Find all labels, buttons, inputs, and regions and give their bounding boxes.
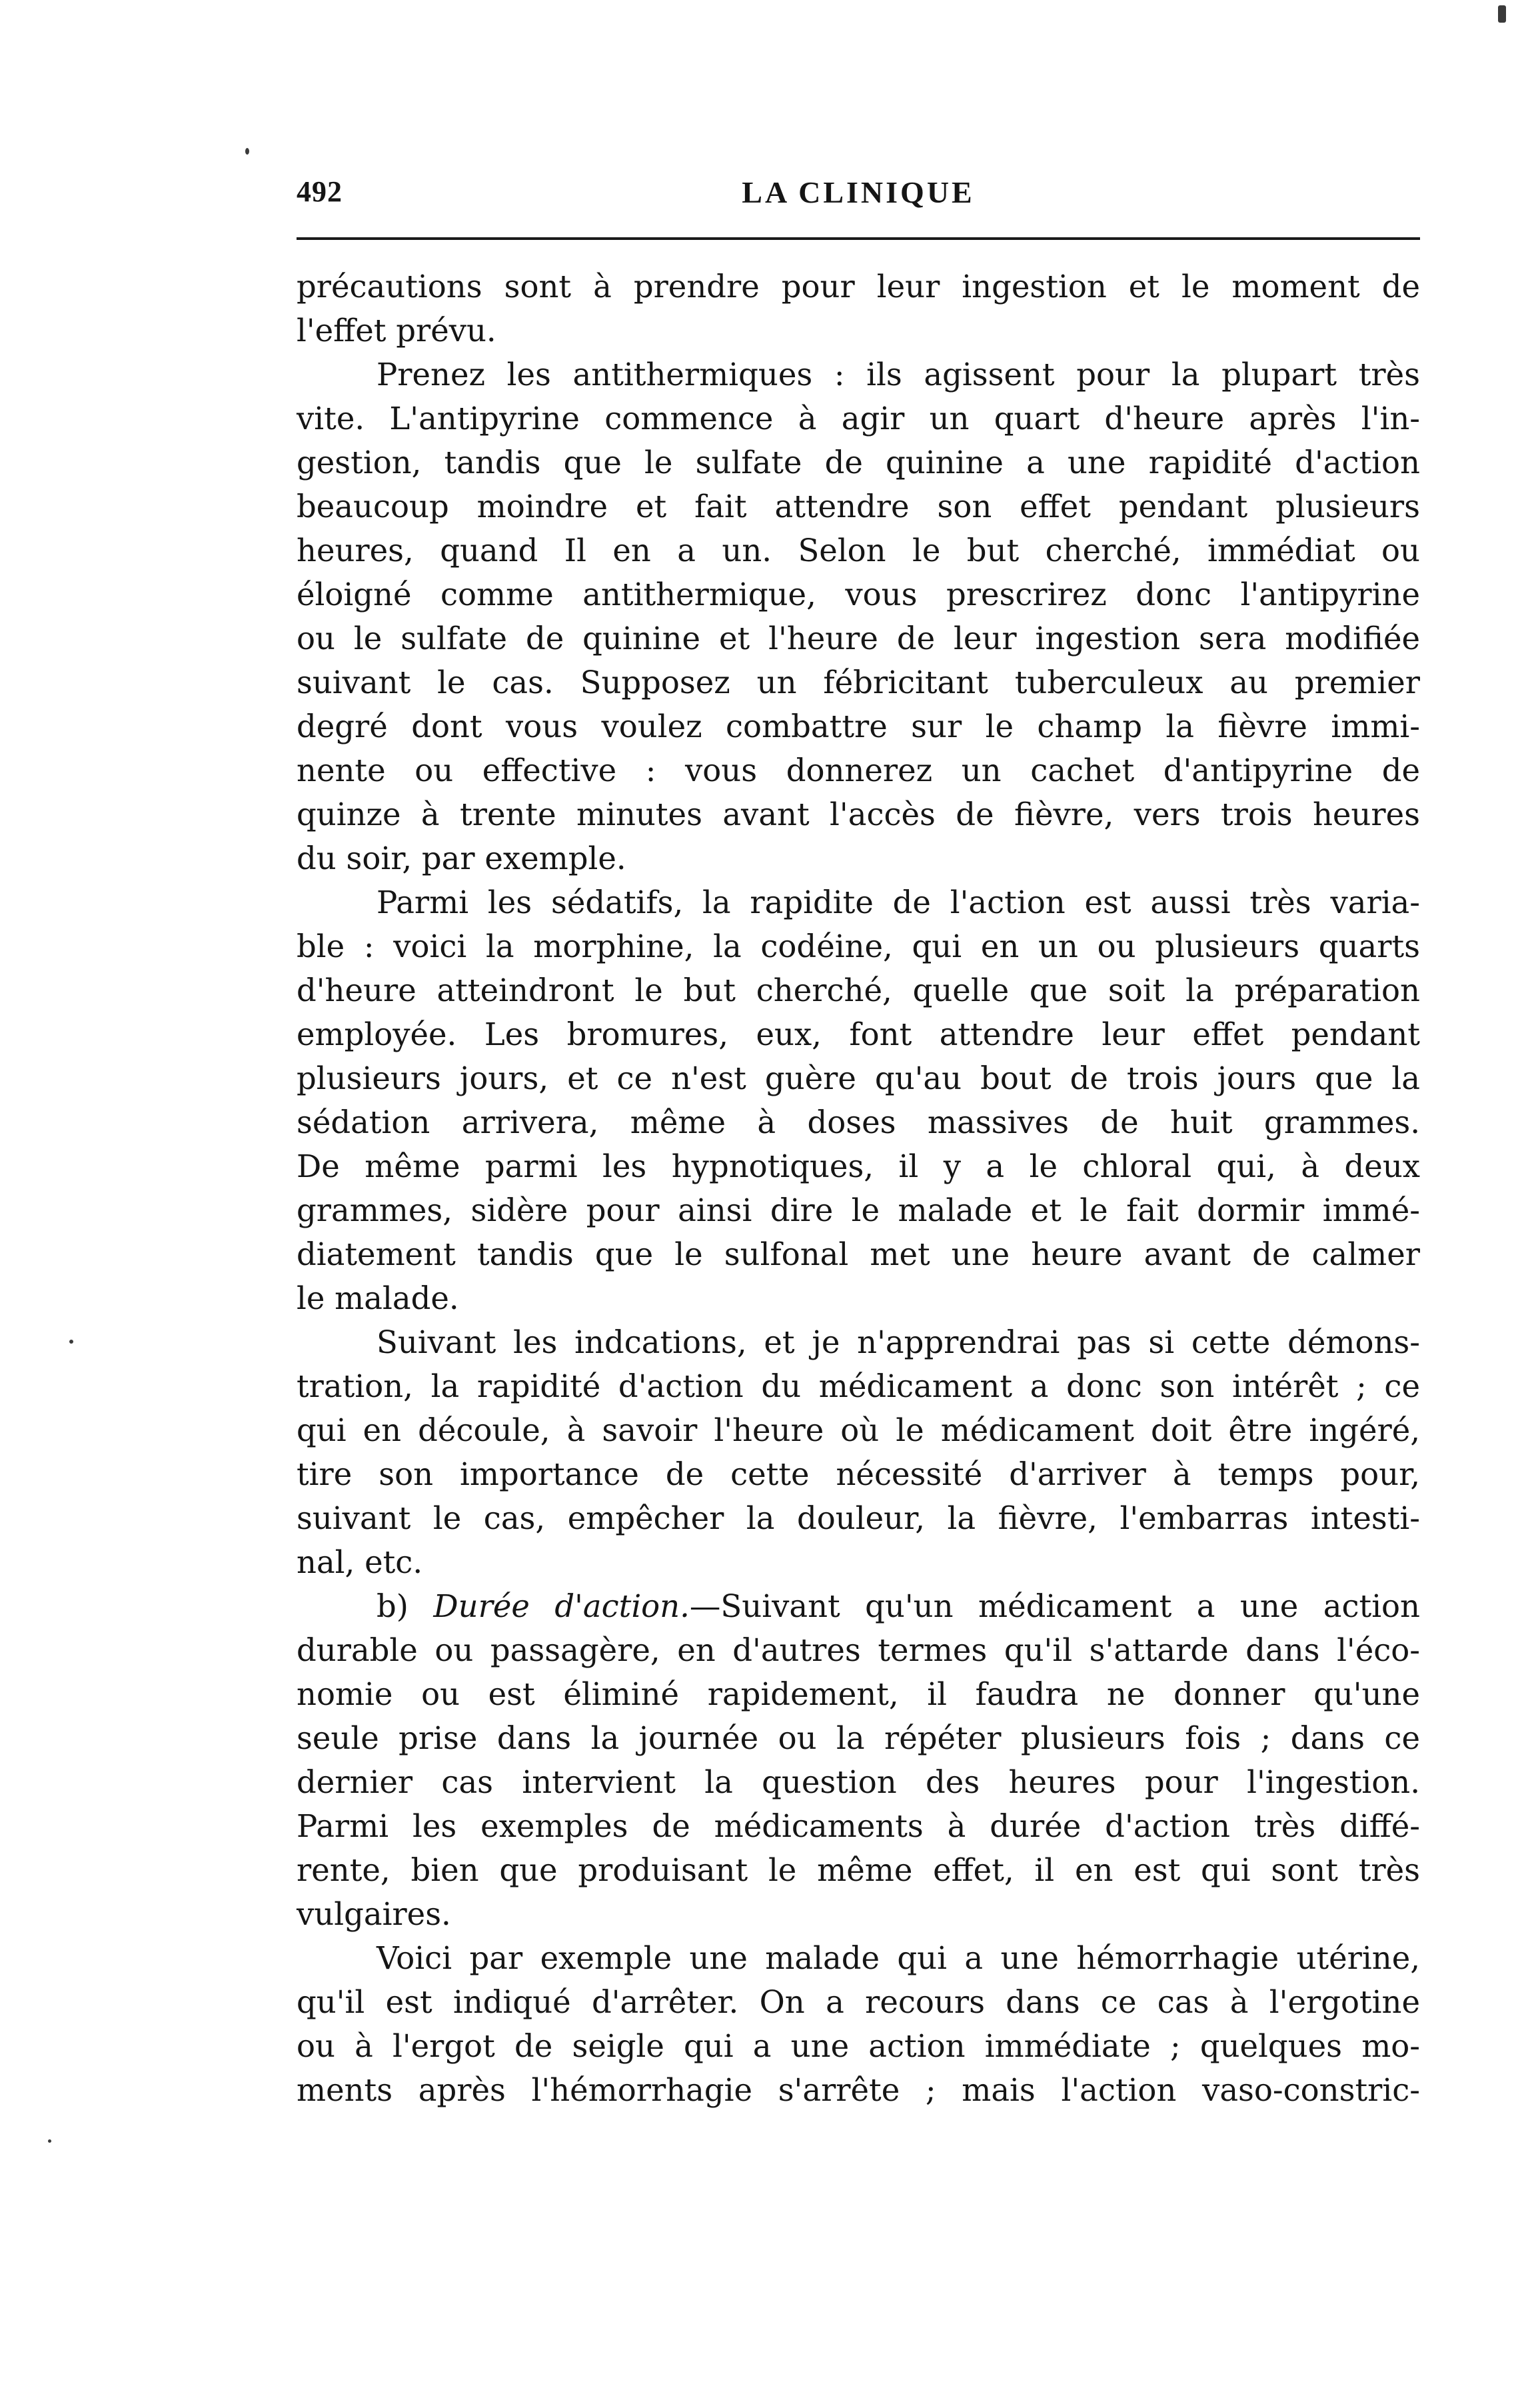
text-line: l'effet prévu. xyxy=(297,313,496,349)
scan-speck xyxy=(1498,5,1506,23)
text-line: qu'il est indiqué d'arrêter. On a recours dans ce cas à l'ergotine xyxy=(297,1984,1420,2020)
section-heading-line xyxy=(297,1584,1420,1628)
text-line: Prenez les antithermiques : ils agissent pour la plupart très xyxy=(377,357,1420,393)
text-line: ble : voici la morphine, la codéine, qui en un ou plusieurs quarts xyxy=(297,928,1420,964)
text-line: le malade. xyxy=(297,1280,459,1316)
header-rule xyxy=(297,237,1420,240)
text-line: d'heure atteindront le but cherché, quelle que soit la préparation xyxy=(297,972,1420,1008)
page-number: 492 xyxy=(297,175,343,208)
section-heading: Durée d'action. xyxy=(433,1588,690,1624)
text-line: employée. Les bromures, eux, font attendre leur effet pendant xyxy=(297,1016,1420,1052)
page-header xyxy=(297,175,1420,241)
text-line: tration, la rapidité d'action du médicament a donc son intérêt ; ce xyxy=(297,1368,1420,1404)
text-line: ments après l'hémorrhagie s'arrête ; mais l'action vaso-constric- xyxy=(297,2072,1420,2108)
text-line: plusieurs jours, et ce n'est guère qu'au bout de trois jours que la xyxy=(297,1060,1420,1096)
text-line: qui en découle, à savoir l'heure où le médicament doit être ingéré, xyxy=(297,1412,1420,1448)
page-body xyxy=(297,265,1420,2112)
text-line: Voici par exemple une malade qui a une hémorrhagie utérine, xyxy=(377,1940,1420,1976)
text-line: durable ou passagère, en d'autres termes qu'il s'attarde dans l'éco- xyxy=(297,1632,1420,1668)
text-line: suivant le cas, empêcher la douleur, la fièvre, l'embarras intesti- xyxy=(297,1500,1420,1536)
running-title: LA CLINIQUE xyxy=(742,175,975,209)
text-line: nal, etc. xyxy=(297,1544,423,1580)
section-label: b) xyxy=(377,1588,408,1624)
text-line: vulgaires. xyxy=(297,1896,451,1932)
text-line: éloigné comme antithermique, vous prescrirez donc l'antipyrine xyxy=(297,577,1420,612)
text-line: Suivant les indcations, et je n'apprendrai pas si cette démons- xyxy=(377,1324,1420,1360)
text-line: nomie ou est éliminé rapidement, il faudra ne donner qu'une xyxy=(297,1676,1420,1712)
text-line: beaucoup moindre et fait attendre son effet pendant plusieurs xyxy=(297,489,1420,525)
text-line: De même parmi les hypnotiques, il y a le chloral qui, à deux xyxy=(297,1148,1420,1184)
text-line: seule prise dans la journée ou la répéter plusieurs fois ; dans ce xyxy=(297,1720,1420,1756)
text-line: nente ou effective : vous donnerez un cachet d'antipyrine de xyxy=(297,752,1420,788)
text-line: grammes, sidère pour ainsi dire le malade et le fait dormir immé- xyxy=(297,1192,1420,1228)
text-line: vite. L'antipyrine commence à agir un quart d'heure après l'in- xyxy=(297,401,1420,437)
scan-speck xyxy=(245,148,249,155)
text-line: ou le sulfate de quinine et l'heure de leur ingestion sera modifiée xyxy=(297,620,1420,656)
text-line: ou à l'ergot de seigle qui a une action immédiate ; quelques mo- xyxy=(297,2028,1420,2064)
text-line: degré dont vous voulez combattre sur le champ la fièvre immi- xyxy=(297,708,1420,744)
text-line: gestion, tandis que le sulfate de quinine a une rapidité d'action xyxy=(297,445,1420,481)
text-line: rente, bien que produisant le même effet, il en est qui sont très xyxy=(297,1852,1420,1888)
text-line: suivant le cas. Supposez un fébricitant tuberculeux au premier xyxy=(297,664,1420,700)
text-line: Parmi les sédatifs, la rapidite de l'action est aussi très varia- xyxy=(377,884,1420,920)
scan-speck xyxy=(48,2139,51,2143)
section-lead-text: —Suivant qu'un médicament a une action xyxy=(689,1588,1421,1624)
text-line: dernier cas intervient la question des heures pour l'ingestion. xyxy=(297,1764,1420,1800)
text-line: diatement tandis que le sulfonal met une heure avant de calmer xyxy=(297,1236,1420,1272)
text-line: tire son importance de cette nécessité d'arriver à temps pour, xyxy=(297,1456,1420,1492)
text-line: du soir, par exemple. xyxy=(297,840,626,876)
scan-speck xyxy=(69,1340,73,1344)
text-line: sédation arrivera, même à doses massives de huit grammes. xyxy=(297,1104,1420,1140)
text-line: Parmi les exemples de médicaments à durée d'action très diffé- xyxy=(297,1808,1420,1844)
text-line: heures, quand Il en a un. Selon le but cherché, immédiat ou xyxy=(297,533,1420,569)
text-line: quinze à trente minutes avant l'accès de fièvre, vers trois heures xyxy=(297,796,1420,832)
text-line: précautions sont à prendre pour leur ingestion et le moment de xyxy=(297,269,1420,305)
